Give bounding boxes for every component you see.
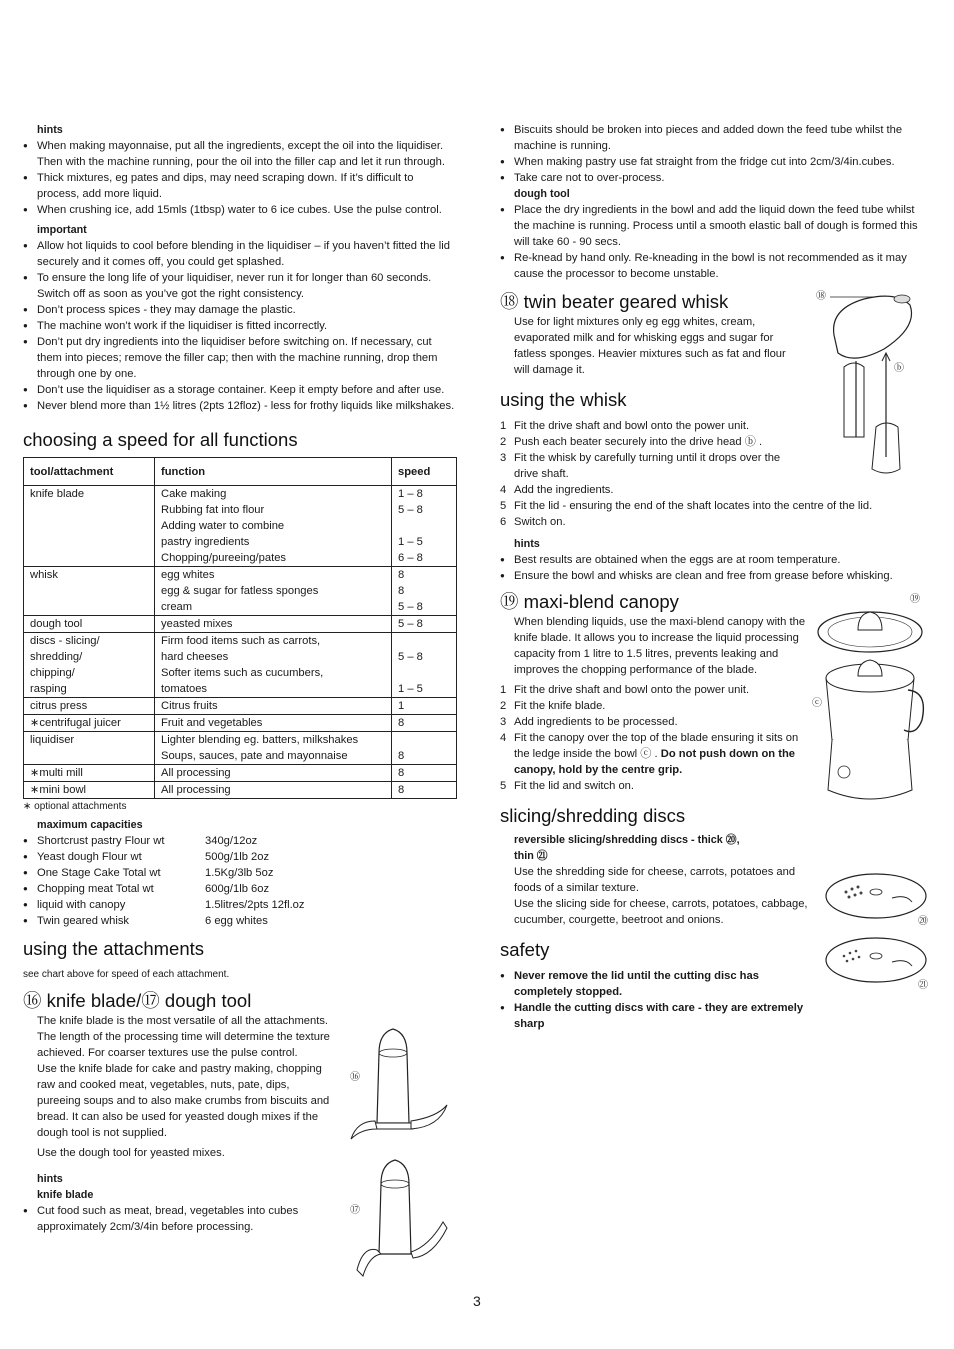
cell-line: Softer items such as cucumbers, bbox=[161, 667, 324, 679]
capacity-row bbox=[23, 865, 457, 881]
knife-para-2: Use the knife blade for cake and pastry making, chopping raw and cooked meat, vegetables, nuts, pate, dips, pureeing soups and to also make crumbs from biscuits and bread. It can also be used for yeasted dough mixes if the dough tool is not supplied. bbox=[37, 1063, 330, 1139]
max-capacities-heading: maximum capacities bbox=[37, 819, 143, 831]
safety-list bbox=[500, 968, 810, 1032]
cell-line: whisk bbox=[30, 569, 58, 581]
table-cell-function bbox=[155, 567, 392, 616]
table-row bbox=[24, 782, 457, 799]
canopy-figure bbox=[810, 590, 930, 815]
list-item: ● Thick mixtures, eg pates and dips, may need scraping down. If it’s difficult to process, add more liquid. bbox=[23, 170, 457, 202]
whisk-step-5: 5 Fit the lid - ensuring the end of the shaft locates into the centre of the lid. bbox=[500, 500, 873, 512]
capacity-item: ● Yeast dough Flour wt bbox=[37, 851, 142, 863]
list-item: ● Best results are obtained when the eggs are at room temperature. bbox=[500, 552, 930, 568]
knife-para-3: Use the dough tool for yeasted mixes. bbox=[37, 1147, 225, 1159]
list-item: ● When making pastry use fat straight from the fridge cut into 2cm/3/4in.cubes. bbox=[500, 154, 930, 170]
list-item: ● Cut food such as meat, bread, vegetables into cubes approximately 2cm/3/4in before processing. bbox=[23, 1203, 333, 1235]
discs-heading: slicing/shredding discs bbox=[500, 805, 686, 826]
cell-line: Firm food items such as carrots, bbox=[161, 635, 321, 647]
cell-line: liquidiser bbox=[30, 734, 75, 746]
table-cell-function bbox=[155, 633, 392, 698]
cell-line: 1 – 5 bbox=[398, 683, 423, 695]
cell-line bbox=[398, 732, 452, 748]
cell-line: 5 – 8 bbox=[398, 618, 423, 630]
fig20-label: ⑳ bbox=[918, 916, 928, 927]
table-row bbox=[24, 486, 457, 567]
whisk-text: Use for light mixtures only eg egg whites, cream, evaporated milk and for whisking eggs and sugar for fatless sponges. Heavier mixtures such as fat and flour will damage it. bbox=[514, 316, 786, 376]
cell-line: 8 bbox=[398, 585, 405, 597]
list-item: ● Biscuits should be broken into pieces and added down the feed tube whilst the machine is running. bbox=[500, 122, 930, 154]
whisk-figure bbox=[814, 287, 924, 482]
discs-para-1: Use the shredding side for cheese, carrots, potatoes and foods of a similar texture. bbox=[514, 866, 796, 894]
page-number: 3 bbox=[473, 1293, 481, 1309]
table-cell-tool bbox=[24, 633, 155, 698]
list-item: ● To ensure the long life of your liquidiser, never run it for longer than 60 seconds. Switch off as soon as you’ve got the right consistency. bbox=[23, 270, 457, 302]
whisk-step-6: 6 Switch on. bbox=[500, 516, 566, 528]
table-cell-tool bbox=[24, 616, 155, 633]
capacity-value: 600g/1lb 6oz bbox=[205, 883, 270, 895]
knife-hints-subheading: knife blade bbox=[37, 1189, 94, 1201]
cell-line: 1 bbox=[398, 700, 405, 712]
table-header-tool: tool/attachment bbox=[24, 458, 155, 486]
capacity-value: 500g/1lb 2oz bbox=[205, 851, 270, 863]
canopy-text: When blending liquids, use the maxi-blend canopy with the knife blade. It allows you to increase the liquid processing capacity from 1 litre to 1.5 litres, prevents leaking and improves the chopping performance of the blade. bbox=[514, 616, 806, 676]
capacity-value: 1.5litres/2pts 12fl.oz bbox=[205, 899, 305, 911]
canopy-step-3: 3 Add ingredients to be processed. bbox=[500, 716, 678, 728]
cell-line: 8 bbox=[398, 767, 405, 779]
cell-line: 8 bbox=[398, 750, 405, 762]
table-row bbox=[24, 616, 457, 633]
fig21-label: ㉑ bbox=[918, 980, 928, 991]
canopy-heading: ⑲ maxi-blend canopy bbox=[500, 591, 679, 612]
list-item: ● When making mayonnaise, put all the ingredients, except the oil into the liquidiser. Then with the machine running, pour the oil into the filler cap and let it run through. bbox=[23, 138, 457, 170]
hints-list bbox=[23, 138, 457, 218]
cell-line: pastry ingredients bbox=[161, 536, 250, 548]
table-row bbox=[24, 698, 457, 715]
capacity-item: ● One Stage Cake Total wt bbox=[37, 867, 161, 879]
cell-line: shredding/ bbox=[30, 651, 83, 663]
cell-line: yeasted mixes bbox=[161, 618, 233, 630]
list-item: ● Handle the cutting discs with care - they are extremely sharp bbox=[500, 1000, 810, 1032]
dough-tool-figure bbox=[347, 1158, 457, 1288]
cell-line: Fruit and vegetables bbox=[161, 717, 263, 729]
table-header-speed: speed bbox=[392, 458, 457, 486]
fig17-label: ⑰ bbox=[350, 1205, 360, 1216]
capacity-item: ● Twin geared whisk bbox=[37, 915, 130, 927]
capacity-row bbox=[23, 833, 457, 849]
cell-line: 5 – 8 bbox=[398, 651, 423, 663]
whisk-step-3: 3 Fit the whisk by carefully turning until it drops over the drive shaft. bbox=[500, 452, 781, 480]
fig19-c-label: ⓒ bbox=[812, 698, 822, 709]
canopy-step-5: 5 Fit the lid and switch on. bbox=[500, 780, 635, 792]
capacity-item: ● Chopping meat Total wt bbox=[37, 883, 154, 895]
cell-line: 1 – 8 bbox=[398, 488, 423, 500]
capacity-row bbox=[23, 897, 457, 913]
table-cell-speed bbox=[392, 486, 457, 567]
table-cell-function bbox=[155, 765, 392, 782]
table-cell-function bbox=[155, 616, 392, 633]
optional-note: ∗ optional attachments bbox=[23, 801, 127, 812]
cell-line: 6 – 8 bbox=[398, 552, 423, 564]
list-item: ● The machine won’t work if the liquidiser is fitted incorrectly. bbox=[23, 318, 457, 334]
table-cell-speed bbox=[392, 765, 457, 782]
cell-line: Lighter blending eg. batters, milkshakes bbox=[161, 734, 359, 746]
canopy-illustration bbox=[810, 590, 930, 810]
speed-table-body bbox=[24, 486, 457, 799]
list-item: ● Don’t process spices - they may damage the plastic. bbox=[23, 302, 457, 318]
table-cell-speed bbox=[392, 567, 457, 616]
cell-line: chipping/ bbox=[30, 667, 75, 679]
cell-line: dough tool bbox=[30, 618, 83, 630]
dough-heading: dough tool bbox=[514, 188, 570, 200]
canopy-step-1: 1 Fit the drive shaft and bowl onto the power unit. bbox=[500, 684, 750, 696]
whisk-step-2: 2 Push each beater securely into the drive head ⓑ . bbox=[500, 436, 763, 448]
table-cell-tool bbox=[24, 765, 155, 782]
cell-line: Cake making bbox=[161, 488, 227, 500]
table-row bbox=[24, 765, 457, 782]
whisk-hints-list bbox=[500, 552, 930, 584]
canopy-step-4: 4 Fit the canopy over the top of the blade ensuring it sits on the ledge inside the bowl ⓒ . Do not push down on the canopy, hold by the centre grip. bbox=[500, 732, 799, 776]
cell-line: discs - slicing/ bbox=[30, 635, 100, 647]
fig16-label: ⑯ bbox=[350, 1072, 360, 1083]
cell-line: All processing bbox=[161, 767, 231, 779]
table-cell-tool bbox=[24, 567, 155, 616]
cell-line bbox=[398, 665, 452, 681]
table-cell-speed bbox=[392, 698, 457, 715]
table-row bbox=[24, 732, 457, 765]
discs-subheading-2: thin ㉑ bbox=[514, 850, 548, 862]
dough-tool-illustration bbox=[347, 1158, 457, 1283]
table-cell-tool bbox=[24, 486, 155, 567]
capacity-item: ● Shortcrust pastry Flour wt bbox=[37, 835, 165, 847]
cell-line: egg whites bbox=[161, 569, 215, 581]
knife-heading: ⑯ knife blade/⑰ dough tool bbox=[23, 990, 252, 1011]
knife-hints-list bbox=[23, 1203, 333, 1235]
list-item: ● Don’t use the liquidiser as a storage container. Keep it empty before and after use. bbox=[23, 382, 457, 398]
top-bullets bbox=[500, 122, 930, 186]
cell-line: tomatoes bbox=[161, 683, 208, 695]
capacity-row bbox=[23, 913, 457, 929]
list-item: ● Never blend more than 1½ litres (2pts 12floz) - less for frothy liquids like milkshakes. bbox=[23, 398, 457, 414]
list-item: ● Ensure the bowl and whisks are clean and free from grease before whisking. bbox=[500, 568, 930, 584]
cell-line: Chopping/pureeing/pates bbox=[161, 552, 287, 564]
list-item: ● Allow hot liquids to cool before blending in the liquidiser – if you haven’t fitted the lid securely and it comes off, you could get splashed. bbox=[23, 238, 457, 270]
cell-line: citrus press bbox=[30, 700, 88, 712]
list-item: ● Re-knead by hand only. Re-kneading in the bowl is not recommended as it may cause the processor to become unstable. bbox=[500, 250, 930, 282]
knife-blade-illustration bbox=[347, 1025, 457, 1150]
fig18-label: ⑱ bbox=[816, 291, 826, 302]
knife-blade-figure bbox=[347, 1025, 457, 1155]
table-cell-tool bbox=[24, 698, 155, 715]
cell-line: Adding water to combine bbox=[161, 520, 285, 532]
cell-line: All processing bbox=[161, 784, 231, 796]
capacity-value: 340g/12oz bbox=[205, 835, 258, 847]
capacity-value: 6 egg whites bbox=[205, 915, 268, 927]
list-item: ● When crushing ice, add 15mls (1tbsp) water to 6 ice cubes. Use the pulse control. bbox=[23, 202, 457, 218]
speed-heading: choosing a speed for all functions bbox=[23, 429, 298, 450]
cell-line: 5 – 8 bbox=[398, 504, 423, 516]
table-cell-speed bbox=[392, 616, 457, 633]
table-cell-speed bbox=[392, 732, 457, 765]
whisk-step-4: 4 Add the ingredients. bbox=[500, 484, 614, 496]
list-item: ● Place the dry ingredients in the bowl and add the liquid down the feed tube whilst the machine is running. Process until a smooth elastic ball of dough is formed this will take 60 - 90 secs. bbox=[500, 202, 930, 250]
capacity-row bbox=[23, 881, 457, 897]
cell-line bbox=[398, 633, 452, 649]
table-cell-function bbox=[155, 698, 392, 715]
table-header-function: function bbox=[155, 458, 392, 486]
table-cell-function bbox=[155, 782, 392, 799]
attachments-text: see chart above for speed of each attachment. bbox=[23, 969, 230, 980]
table-cell-function bbox=[155, 486, 392, 567]
cell-line bbox=[398, 518, 452, 534]
list-item: ● Don’t put dry ingredients into the liquidiser before switching on. If necessary, cut them into pieces; remove the filler cap; then with the machine running, drop them through one by one. bbox=[23, 334, 457, 382]
whisk-heading: ⑱ twin beater geared whisk bbox=[500, 291, 729, 312]
capacity-value: 1.5Kg/3lb 5oz bbox=[205, 867, 274, 879]
cell-line: egg & sugar for fatless sponges bbox=[161, 585, 319, 597]
cell-line: Citrus fruits bbox=[161, 700, 218, 712]
canopy-step-2: 2 Fit the knife blade. bbox=[500, 700, 606, 712]
cell-line: hard cheeses bbox=[161, 651, 229, 663]
table-cell-speed bbox=[392, 782, 457, 799]
safety-heading: safety bbox=[500, 939, 550, 960]
table-cell-tool bbox=[24, 732, 155, 765]
using-whisk-heading: using the whisk bbox=[500, 389, 627, 410]
important-heading: important bbox=[37, 224, 87, 236]
knife-hints-heading: hints bbox=[37, 1173, 63, 1185]
capacity-item: ● liquid with canopy bbox=[37, 899, 126, 911]
capacities-list bbox=[23, 833, 457, 929]
list-item: ● Take care not to over-process. bbox=[500, 170, 930, 186]
fig19-label: ⑲ bbox=[910, 594, 920, 605]
table-row bbox=[24, 567, 457, 616]
capacity-row bbox=[23, 849, 457, 865]
table-cell-function bbox=[155, 715, 392, 732]
cell-line: ∗mini bowl bbox=[30, 784, 87, 796]
whisk-hints-heading: hints bbox=[514, 538, 540, 550]
table-row bbox=[24, 715, 457, 732]
discs-figure bbox=[822, 862, 934, 997]
knife-para-1: The knife blade is the most versatile of all the attachments. The length of the processing time will determine the texture achieved. For coarser textures use the pulse control. bbox=[37, 1015, 330, 1059]
cell-line: 8 bbox=[398, 717, 405, 729]
whisk-illustration bbox=[814, 287, 924, 477]
cell-line: 5 – 8 bbox=[398, 601, 423, 613]
table-cell-speed bbox=[392, 715, 457, 732]
cell-line: 8 bbox=[398, 784, 405, 796]
hints-heading: hints bbox=[37, 124, 63, 136]
cell-line: 1 – 5 bbox=[398, 536, 423, 548]
table-cell-speed bbox=[392, 633, 457, 698]
table-row bbox=[24, 633, 457, 698]
fig18-b-label: ⓑ bbox=[894, 363, 904, 374]
dough-bullets bbox=[500, 202, 930, 282]
cell-line: cream bbox=[161, 601, 193, 613]
table-cell-tool bbox=[24, 782, 155, 799]
cell-line: ∗centrifugal juicer bbox=[30, 717, 121, 729]
attachments-heading: using the attachments bbox=[23, 938, 204, 959]
cell-line: rasping bbox=[30, 683, 67, 695]
table-cell-function bbox=[155, 732, 392, 765]
speed-table bbox=[23, 457, 457, 799]
table-cell-tool bbox=[24, 715, 155, 732]
cell-line: Soups, sauces, pate and mayonnaise bbox=[161, 750, 348, 762]
cell-line: Rubbing fat into flour bbox=[161, 504, 265, 516]
list-item: ● Never remove the lid until the cutting disc has completely stopped. bbox=[500, 968, 810, 1000]
discs-subheading-1: reversible slicing/shredding discs - thick ⑳, bbox=[514, 834, 740, 846]
cell-line: 8 bbox=[398, 569, 405, 581]
whisk-step-1: 1 Fit the drive shaft and bowl onto the power unit. bbox=[500, 420, 750, 432]
discs-para-2: Use the slicing side for cheese, carrots, potatoes, cabbage, cucumber, courgette, beetroot and onions. bbox=[514, 898, 808, 926]
cell-line: ∗multi mill bbox=[30, 767, 83, 779]
important-list bbox=[23, 238, 457, 414]
cell-line: knife blade bbox=[30, 488, 85, 500]
